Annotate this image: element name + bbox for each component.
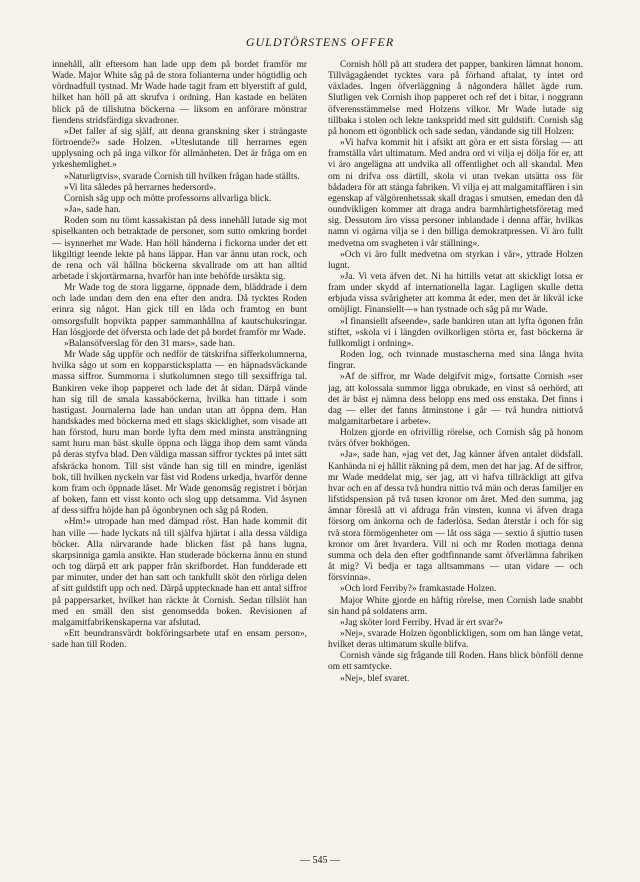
paragraph: »Nej», svarade Holzen ögonblickligen, som om han länge vetat, hvilket deras ultimatum skulle blifva. (328, 628, 583, 651)
paragraph: Roden log, och tvinnade mustascherna med sina långa hvita fingrar. (328, 350, 583, 372)
text-column-right (328, 60, 583, 836)
paragraph: »Hm!» utropade han med dämpad röst. Han hade kommit dit han ville — hade lyckats nå till själfva hjärtat i alla dessa väldiga böcker. Alla närvarande hade blicken fäst på hans lugna, skarpsinniga gamla ansikte. Han studerade böckerna ännu en stund och tog därpå ett ark papper från skrifbordet. Han fundderade ett par minuter, under det han satt och tankfullt sköt den rörliga delen af sitt guldstift upp och ned. Därpå upptecknade han ett antal siffror på pappersarket, hvilket han räckte åt Cornish. Sedan tillslöt han med en smäll den sist genomsedda boken. Revisionen af malgamitfabrikenskaperna var afslutad. (52, 517, 307, 628)
paragraph: »Ja», sade han. (64, 205, 121, 216)
paragraph: Mr Wade såg uppför och nedför de tätskrifna sifferkolumnerna, hvilka sågo ut som en kopparsticksplatta — en häpnadsväckande massa siffror. Summorna i slutkolumnen stego till sexsiffriga tal. Bankiren veke ihop papperet och lade det åt sidan. Därpå vände han sig till de smala kassaböckerna, hvilka han tittade i som hastigast. Journalerna lade han undan utan att öppna dem. Han handskades med böckerna med ett slags skicklighet, som visade att han förstod, huru man borde lyfta dem med minsta ansträngning samt huru man bäst skulle öppna och lägga ihop dem samt vända på deras styfva blad. Den väldiga massan siffror tycktes på intet sätt afskräcka honom. Till sist vände han sig till en mindre, igenläst bok, till hvilken nyckeln var fäst vid Rodens urkedja, hvarför denne kom fram och öppnade låset. Mr Wade genomsåg registret i början af boken, fann ett visst konto och slog upp detsamma. Vid åsynen af dess siffra höjde han på ögonbrynen och såg på Roden. (52, 350, 307, 517)
page-number: — 545 — (300, 855, 340, 866)
paragraph: »Det faller af sig själf, att denna granskning sker i strängaste förtroende?» sade Holzen. »Uteslutande till herrarnes egen upplysning och på inga vilkor för allmänheten. Det är fråga om en yrkeshemlighet.» (52, 126, 307, 171)
text-column-left (52, 60, 307, 836)
paragraph: innehåll, allt eftersom han lade upp dem på bordet framför mr Wade. Major White såg på de stora folianterna under högtidlig och vördnadfull tystnad. Mr Wade hade tagit fram ett blyerstift af guld, hilket han höll på att skrufva i ordning. Han kastade en beläten blick på de tillslutna böckerna — liksom en anförare mönstrar fiendens stridsfärdiga skvadroner. (52, 60, 307, 126)
paragraph: Roden som nu tömt kassakistan på dess innehåll lutade sig mot spiselkanten och betraktade de personer, som sutto omkring bordet — isynnerhet mr Wade. Han höll händerna i fickorna under det ett likgiltigt leende lekte på hans läppar. Han var ännu utan rock, och de rena och väl hållna böckerna skvallrade om att han alltid arbetade i skjortärmarna, hvarför han inte behöfde ursäkta sig. (52, 216, 307, 282)
paragraph: »Af de siffror, mr Wade delgifvit mig», fortsatte Cornish »ser jag, att kolossala summor ligga obrukade, en vinst så oerhörd, att det är bäst ej nämna dess belopp ens med oss enstaka. Det finns i dag — eller det fanns åtminstone i går — två hundra nittiotvå malgamitarbetare i arbete». (328, 372, 583, 427)
paragraph: Holzen gjorde en ofrivillig rörelse, och Cornish såg på honom tvärs öfver bokhögen. (328, 428, 583, 450)
paragraph: »Nej», blef svaret. (340, 673, 410, 684)
paragraph: »Ja. Vi veta äfven det. Ni ha hittills vetat att skickligt lotsa er fram under skydd af internationella lagar. Lagligen skulle detta erbjuda vissa svårigheter att komma åt eder, men det är likväl icke omöjligt. Finansiellt—» han tystnade och såg på mr Wade. (328, 271, 583, 316)
paragraph: Cornish höll på att studera det papper, bankiren lämnat honom. Tillvägagåendet tycktes vara på förhand aftalat, ty intet ord växlades. Ingen öfverläggning å någondera hållet ägde rum. Slutligen vek Cornish ihop papperet och ref det i bitar, i noggrann öfverensstämmelse med Holzens vilkor. Mr Wade lutade sig tillbaka i stolen och lekte tankspridd med sitt guldstift. Cornish såg på honom ett ögonblick och sade sedan, vändande sig till Holzen: (328, 60, 583, 137)
paragraph: »Vi lita således på herrarnes hedersord». (64, 182, 216, 193)
paragraph: »Balansöfverslag för den 31 mars», sade han. (64, 338, 235, 349)
paragraph: »Och lord Ferriby?» framkastade Holzen. (340, 584, 497, 595)
paragraph: »Och vi äro fullt medvetna om styrkan i vår», yttrade Holzen lugnt. (328, 249, 583, 271)
paragraph: »Jag sköter lord Ferriby. Hvad är ert svar?» (340, 617, 503, 628)
paragraph: Major White gjorde en häftig rörelse, men Cornish lade snabbt sin hand på soldatens arm. (328, 595, 583, 617)
paragraph: Mr Wade tog de stora liggarne, öppnade dem, bläddrade i dem och lade undan dem den ena efter den andra. Då tycktes Roden erinra sig något. Han gick till en låda och framtog en bunt omsorgsfullt hopvikta papper sammanhållna af kautschuksringar. Han lösgjorde det öfversta och lade det på bordet framför mr Wade. (52, 283, 307, 338)
paragraph: »I finansiellt afseende», sade bankiren utan att lyfta ögonen från stiftet, »skola vi i längden ovilkorligen störta er, fast böckerna är fullkomligt i ordning». (328, 316, 583, 349)
paragraph: »Ja», sade han, »jag vet det, Jag känner äfven antalet dödsfall. Kanhända ni ej hållit räkning på dem, men det har jag. Af de siffror, mr Wade meddelat mig, ser jag, att vi hafva tillräckligt att gifva hvar och en af dessa två hundra nittio två män och deras familjer en lifstidspension på två tusen kronor om året. Med den summa, jag ämnar föreslå att vi afdraga från vinsten, kunna vi äfven draga försorg om änkorna och de faderlösa. Sedan återstår i och för sig två stora förmögenheter om — låt oss säga — sextio å sjuttio tusen kronor om året hvardera. Vill ni och mr Roden mottaga denna summa och dela den efter godtfinnande samt öfverlämna fabriken åt mig? Vi bedja er taga alltsammans — utan vidare — och försvinna». (328, 450, 583, 584)
running-title: GULDTÖRSTENS OFFER (245, 35, 395, 49)
paragraph: Cornish vände sig frågande till Roden. Hans blick bönföll denne om ett samtycke. (328, 651, 583, 673)
paragraph: »Ett beundransvärdt bokföringsarbete utaf en ensam person», sade han till Roden. (52, 628, 307, 651)
paragraph: »Naturligtvis», svarade Cornish till hvilken frågan hade ställts. (64, 171, 300, 182)
paragraph: »Vi hafva kommit hit i afsikt att göra er ett sista förslag — att framställa vårt ultimatum. Med andra ord vi vilja ej dölja för er, att vi äro angelägna att undvika all offentlighet och all skandal. Men om ni drifva oss därtill, skola vi utan tvekan utsätta oss för bådadera för att stänga fabriken. Vi vilja ej att malgamitaffären i sin egenskap af välgörenhetssak skall dragas i smutsen, emedan den då oundvikligen kommer att draga andra barmhärtighetsföretag med sig. Dessutom äro vissa personer inblandade i denna affär, hvilkas namn vi ogärna vilja se i den billiga demokratpressen. Vi äro fullt medvetna om svagheten i vår ställning». (328, 138, 583, 249)
paragraph: Cornish såg upp och mötte professorns allvarliga blick. (64, 193, 272, 204)
